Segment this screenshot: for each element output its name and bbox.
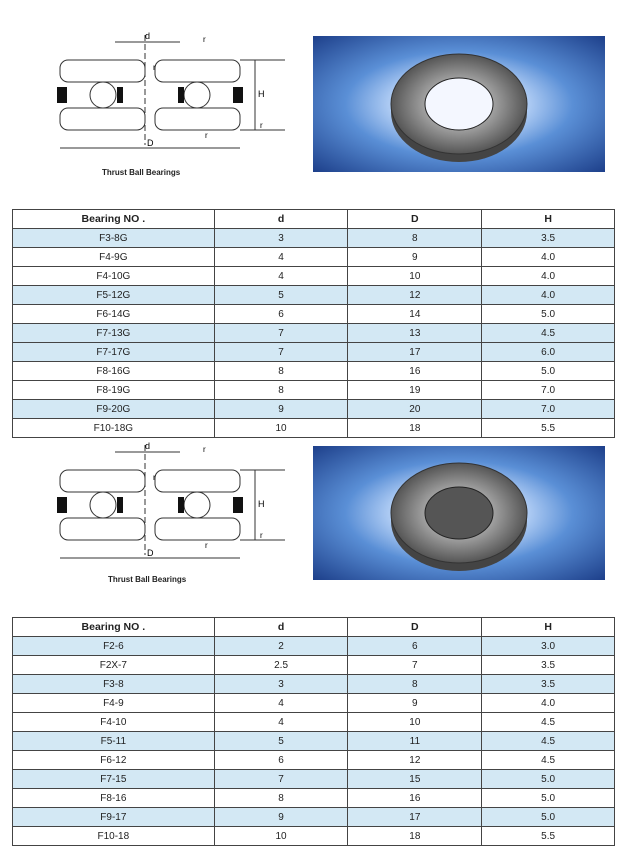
column-header: d: [214, 210, 348, 229]
table-cell: 4.0: [482, 267, 615, 286]
table-cell: 16: [348, 789, 482, 808]
bearing-photo: [313, 446, 605, 580]
table-cell: F6-14G: [13, 305, 215, 324]
table-cell: F4-9G: [13, 248, 215, 267]
table-cell: F6-12: [13, 751, 215, 770]
table-cell: F7-13G: [13, 324, 215, 343]
table-cell: 7.0: [482, 381, 615, 400]
label-r: r: [205, 541, 208, 550]
table-row: [13, 343, 615, 362]
table-cell: 4.0: [482, 286, 615, 305]
table-row: [13, 732, 615, 751]
table-cell: 5.0: [482, 362, 615, 381]
table-cell: 8: [348, 675, 482, 694]
table-cell: 4: [214, 267, 348, 286]
label-r: r: [153, 473, 156, 482]
table-row: [13, 694, 615, 713]
table-cell: 17: [348, 808, 482, 827]
table-cell: 8: [348, 229, 482, 248]
label-d: d: [145, 31, 151, 41]
column-header: D: [348, 210, 482, 229]
table-cell: F5-11: [13, 732, 215, 751]
table-row: [13, 305, 615, 324]
table-cell: 17: [348, 343, 482, 362]
table-row: [13, 324, 615, 343]
column-header: d: [214, 618, 348, 637]
label-r: r: [203, 35, 206, 44]
column-header: D: [348, 618, 482, 637]
table-row: [13, 675, 615, 694]
table-cell: 15: [348, 770, 482, 789]
table-cell: 3: [214, 229, 348, 248]
table-cell: 5: [214, 286, 348, 305]
table-cell: F8-19G: [13, 381, 215, 400]
label-r: r: [205, 131, 208, 140]
table-cell: 5.0: [482, 770, 615, 789]
table-cell: 5.0: [482, 808, 615, 827]
table-cell: 5.5: [482, 827, 615, 846]
table-cell: F8-16G: [13, 362, 215, 381]
table-row: [13, 362, 615, 381]
table-cell: F10-18G: [13, 419, 215, 438]
table-cell: 8: [214, 381, 348, 400]
table-cell: 9: [348, 694, 482, 713]
table-cell: 10: [348, 267, 482, 286]
table-cell: 4.5: [482, 751, 615, 770]
table-cell: 14: [348, 305, 482, 324]
table-row: [13, 751, 615, 770]
table-row: [13, 229, 615, 248]
table-cell: 4: [214, 713, 348, 732]
table-row: [13, 267, 615, 286]
table-cell: F7-17G: [13, 343, 215, 362]
table-row: [13, 827, 615, 846]
table-row: [13, 637, 615, 656]
table-cell: 5.0: [482, 789, 615, 808]
table-cell: 4.5: [482, 732, 615, 751]
table-cell: 6: [214, 751, 348, 770]
table-cell: 7: [214, 770, 348, 789]
table-row: [13, 248, 615, 267]
table-row: [13, 419, 615, 438]
table-cell: F3-8G: [13, 229, 215, 248]
table-row: [13, 808, 615, 827]
label-H: H: [258, 499, 265, 509]
table-cell: 2: [214, 637, 348, 656]
table-cell: 18: [348, 827, 482, 846]
table-cell: 10: [348, 713, 482, 732]
table-cell: F9-20G: [13, 400, 215, 419]
table-cell: 10: [214, 419, 348, 438]
bearing-diagram: [55, 440, 295, 570]
label-D-outer: D: [147, 138, 154, 148]
table-cell: 11: [348, 732, 482, 751]
table-cell: 4.5: [482, 324, 615, 343]
table-cell: F2X-7: [13, 656, 215, 675]
label-r: r: [203, 445, 206, 454]
table-cell: 8: [214, 362, 348, 381]
table-cell: 8: [214, 789, 348, 808]
bearing-table: [12, 209, 615, 438]
table-cell: 3.5: [482, 675, 615, 694]
table-cell: 18: [348, 419, 482, 438]
table-cell: 3.0: [482, 637, 615, 656]
table-cell: 7.0: [482, 400, 615, 419]
table-cell: 4: [214, 694, 348, 713]
column-header: Bearing NO .: [13, 618, 215, 637]
table-cell: 3.5: [482, 656, 615, 675]
table-cell: 16: [348, 362, 482, 381]
table-cell: F3-8: [13, 675, 215, 694]
diagram-caption: Thrust Ball Bearings: [102, 168, 181, 177]
table-cell: 4.0: [482, 694, 615, 713]
table-cell: 20: [348, 400, 482, 419]
diagram-caption: Thrust Ball Bearings: [108, 575, 187, 584]
table-header-row: [13, 210, 615, 229]
table-cell: 6.0: [482, 343, 615, 362]
table-cell: 4: [214, 248, 348, 267]
table-cell: 3.5: [482, 229, 615, 248]
table-cell: 3: [214, 675, 348, 694]
table-cell: 12: [348, 751, 482, 770]
table-cell: 7: [214, 324, 348, 343]
table-cell: 7: [348, 656, 482, 675]
table-cell: 5.0: [482, 305, 615, 324]
bearing-photo: [313, 36, 605, 172]
table-cell: 13: [348, 324, 482, 343]
table-cell: F5-12G: [13, 286, 215, 305]
table-row: [13, 286, 615, 305]
table-cell: F9-17: [13, 808, 215, 827]
table-cell: 9: [214, 808, 348, 827]
table-cell: 6: [214, 305, 348, 324]
table-cell: F4-10G: [13, 267, 215, 286]
table-row: [13, 770, 615, 789]
label-r: r: [260, 121, 263, 130]
table-cell: 9: [348, 248, 482, 267]
table-cell: F7-15: [13, 770, 215, 789]
table-cell: 7: [214, 343, 348, 362]
table-row: [13, 381, 615, 400]
column-header: H: [482, 210, 615, 229]
table-cell: 5: [214, 732, 348, 751]
table-cell: F10-18: [13, 827, 215, 846]
column-header: H: [482, 618, 615, 637]
table-header-row: [13, 618, 615, 637]
label-r: r: [260, 531, 263, 540]
table-cell: 19: [348, 381, 482, 400]
table-cell: F8-16: [13, 789, 215, 808]
bearing-diagram: [55, 30, 295, 160]
table-cell: 5.5: [482, 419, 615, 438]
table-cell: 4.5: [482, 713, 615, 732]
label-d: d: [145, 441, 151, 451]
table-cell: 12: [348, 286, 482, 305]
table-cell: 10: [214, 827, 348, 846]
table-row: [13, 789, 615, 808]
table-cell: 4.0: [482, 248, 615, 267]
label-D-outer: D: [147, 548, 154, 558]
table-cell: 2.5: [214, 656, 348, 675]
label-H: H: [258, 89, 265, 99]
bearing-table: [12, 617, 615, 846]
table-cell: F4-10: [13, 713, 215, 732]
table-cell: F2-6: [13, 637, 215, 656]
table-row: [13, 400, 615, 419]
table-cell: 9: [214, 400, 348, 419]
label-r: r: [153, 63, 156, 72]
table-row: [13, 656, 615, 675]
table-row: [13, 713, 615, 732]
table-cell: 6: [348, 637, 482, 656]
column-header: Bearing NO .: [13, 210, 215, 229]
table-cell: F4-9: [13, 694, 215, 713]
